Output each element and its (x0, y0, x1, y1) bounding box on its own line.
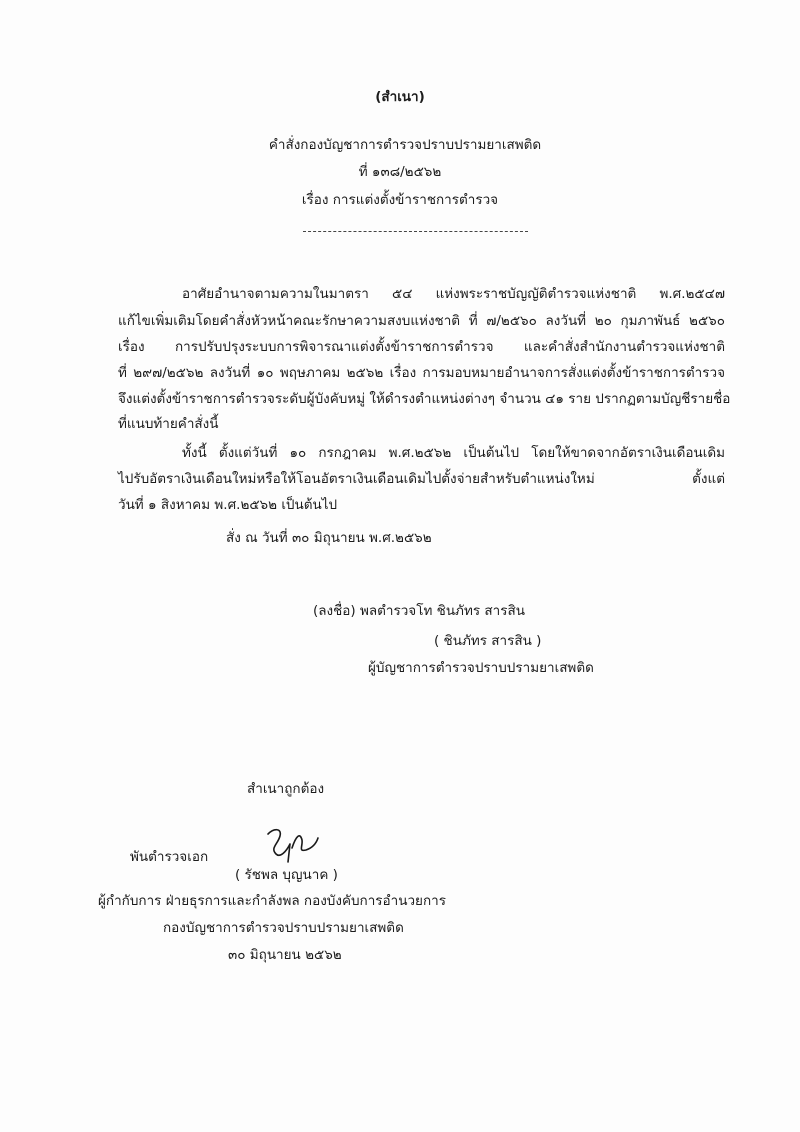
certifier-name: ( รัชพล บุญนาค ) (235, 867, 338, 883)
paragraph1-line: แก้ไขเพิ่มเติมโดยคำสั่งหัวหน้าคณะรักษาความสงบแห่งชาติ ที่ ๗/๒๕๖๐ ลงวันที่ ๒๐ กุมภาพันธ์ ๒๕๖๐ (118, 313, 725, 329)
signed-line: (ลงชื่อ) พลตำรวจโท ชินภัทร สารสิน (313, 603, 525, 619)
paragraph1-line: ที่ ๒๙๗/๒๕๖๒ ลงวันที่ ๑๐ พฤษภาคม ๒๕๖๒ เรื่อง การมอบหมายอำนาจการสั่งแต่งตั้งข้าราชการตำรวจ (118, 365, 725, 381)
paragraph1-line: เรื่อง การปรับปรุงระบบการพิจารณาแต่งตั้งข้าราชการตำรวจ และคำสั่งสำนักงานตำรวจแห่งชาติ (118, 339, 725, 355)
paragraph1-line: จึงแต่งตั้งข้าราชการตำรวจระดับผู้บังคับหมู่ ให้ดำรงตำแหน่งต่างๆ จำนวน ๔๑ ราย ปรากฏตามบัญชีรายชื่อ (118, 391, 731, 407)
copy-mark: (สำเนา) (375, 89, 425, 105)
paragraph1-line: อาศัยอำนาจตามความในมาตรา ๕๔ แห่งพระราชบัญญัติตำรวจแห่งชาติ พ.ศ.๒๕๔๗ (182, 286, 725, 302)
handwritten-signature (262, 822, 322, 868)
order-subject: เรื่อง การแต่งตั้งข้าราชการตำรวจ (301, 192, 499, 208)
certifier-position-line2: กองบัญชาการตำรวจปราบปรามยาเสพติด (163, 920, 404, 936)
signatory-position: ผู้บัญชาการตำรวจปราบปรามยาเสพติด (368, 660, 594, 676)
paragraph2-line: ทั้งนี้ ตั้งแต่วันที่ ๑๐ กรกฎาคม พ.ศ.๒๕๖๒ เป็นต้นไป โดยให้ขาดจากอัตราเงินเดือนเดิม (182, 445, 725, 461)
order-number: ที่ ๑๓๘/๒๕๖๒ (358, 164, 442, 180)
order-date: สั่ง ณ วันที่ ๓๐ มิถุนายน พ.ศ.๒๕๖๒ (226, 530, 432, 546)
certified-copy-label: สำเนาถูกต้อง (247, 781, 325, 797)
header-divider (303, 231, 528, 232)
signatory-name: ( ชินภัทร สารสิน ) (434, 633, 542, 649)
paragraph1-line: ที่แนบท้ายคำสั่งนี้ (118, 416, 219, 432)
order-title: คำสั่งกองบัญชาการตำรวจปราบปรามยาเสพติด (268, 137, 542, 153)
paragraph2-line: วันที่ ๑ สิงหาคม พ.ศ.๒๕๖๒ เป็นต้นไป (118, 497, 338, 513)
certifier-position-line1: ผู้กำกับการ ฝ่ายธุรการและกำลังพล กองบังคับการอำนวยการ (98, 893, 446, 909)
certifier-rank: พันตำรวจเอก (130, 849, 209, 865)
paragraph2-line: ไปรับอัตราเงินเดือนใหม่หรือให้โอนอัตราเงินเดือนเดิมไปตั้งจ่ายสำหรับตำแหน่งใหม่ ตั้งแต่ (118, 471, 725, 487)
certification-date: ๓๐ มิถุนายน ๒๕๖๒ (228, 947, 342, 963)
